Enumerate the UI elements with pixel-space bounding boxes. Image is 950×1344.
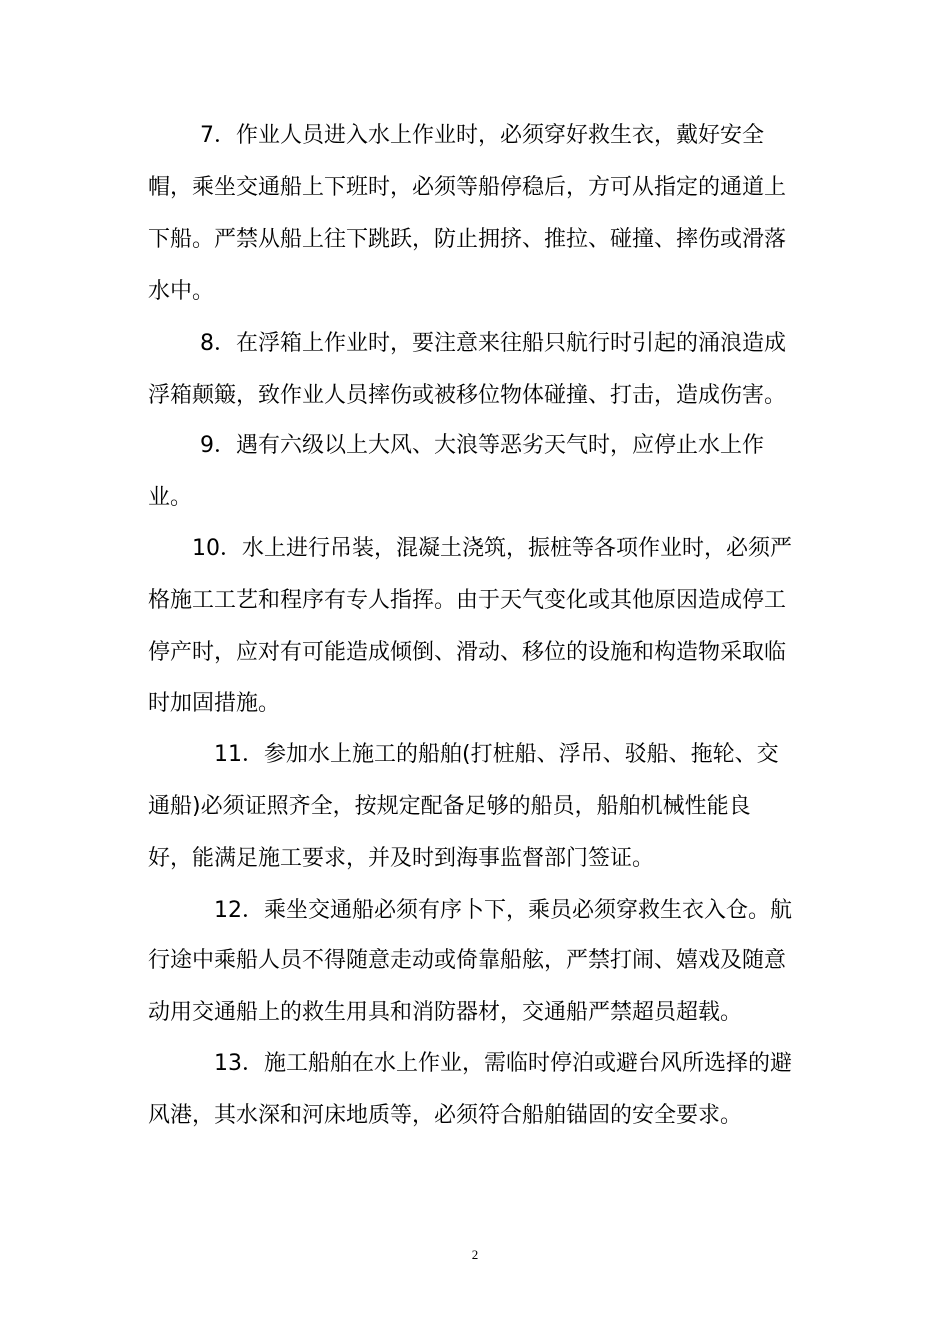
paragraph-10-line-4: 时加固措施。 xyxy=(148,691,281,716)
paragraph-11-line-1: 11．参加水上施工的船舶(打桩船、浮吊、驳船、拖轮、交 xyxy=(214,742,779,767)
page-number: 2 xyxy=(471,1247,479,1262)
paragraph-8-line-2: 浮箱颠簸，致作业人员摔伤或被移位物体碰撞、打击，造成伤害。 xyxy=(148,383,787,408)
paragraph-8-line-1: 8．在浮箱上作业时，要注意来往船只航行时引起的涌浪造成 xyxy=(200,331,786,356)
paragraph-7-line-1: 7．作业人员进入水上作业时，必须穿好救生衣，戴好安全 xyxy=(200,123,764,148)
paragraph-10-line-1: 10．水上进行吊装，混凝土浇筑，振桩等各项作业时，必须严 xyxy=(192,536,792,561)
paragraph-7-line-2: 帽，乘坐交通船上下班时，必须等船停稳后，方可从指定的通道上 xyxy=(148,175,787,200)
paragraph-9-line-2: 业。 xyxy=(148,485,193,510)
paragraph-7-line-4: 水中。 xyxy=(148,279,215,304)
paragraph-12-line-3: 动用交通船上的救生用具和消防器材，交通船严禁超员超载。 xyxy=(148,1000,743,1025)
paragraph-7-line-3: 下船。严禁从船上往下跳跃，防止拥挤、推拉、碰撞、摔伤或滑落 xyxy=(148,227,787,252)
paragraph-10-line-3: 停产时，应对有可能造成倾倒、滑动、移位的设施和构造物采取临 xyxy=(148,640,787,665)
paragraph-13-line-1: 13．施工船舶在水上作业，需临时停泊或避台风所选择的避 xyxy=(214,1051,792,1076)
paragraph-11-line-2: 通船)必须证照齐全，按规定配备足够的船员，船舶机械性能良 xyxy=(148,794,751,819)
paragraph-12-line-2: 行途中乘船人员不得随意走动或倚靠船舷，严禁打闹、嬉戏及随意 xyxy=(148,948,787,973)
paragraph-13-line-2: 风港，其水深和河床地质等，必须符合船舶锚固的安全要求。 xyxy=(148,1103,743,1128)
paragraph-12-line-1: 12．乘坐交通船必须有序卜下，乘员必须穿救生衣入仓。航 xyxy=(214,898,792,923)
paragraph-9-line-1: 9．遇有六级以上大风、大浪等恶劣天气时，应停止水上作 xyxy=(200,433,764,458)
paragraph-11-line-3: 好，能满足施工要求，并及时到海事监督部门签证。 xyxy=(148,846,655,871)
paragraph-10-line-2: 格施工工艺和程序有专人指挥。由于天气变化或其他原因造成停工 xyxy=(148,588,787,613)
